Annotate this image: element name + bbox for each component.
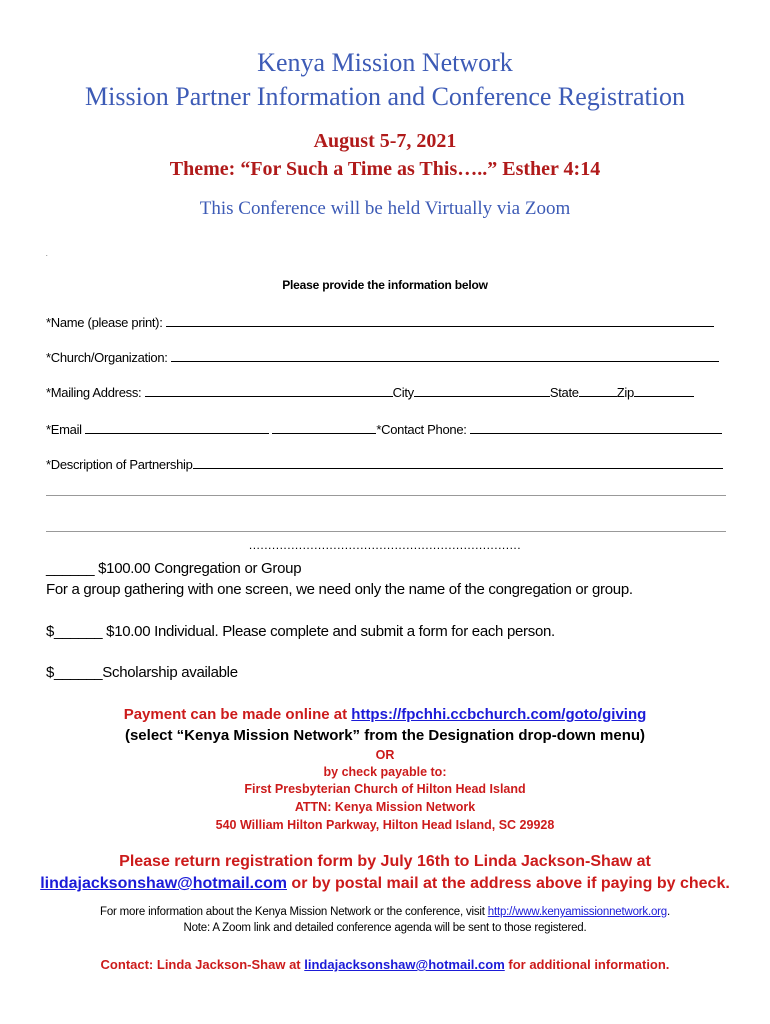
contact-email-link[interactable]: lindajacksonshaw@hotmail.com (304, 957, 505, 972)
group-option-label: $100.00 Congregation or Group (94, 560, 302, 577)
state-label: State (549, 385, 579, 400)
address-field[interactable] (46, 384, 694, 400)
name-input-line[interactable] (166, 314, 714, 327)
more-info-text: For more information about the Kenya Mission Network or the conference, visit (100, 906, 488, 918)
payment-online (0, 706, 770, 723)
scholarship-option[interactable]: $______Scholarship available (46, 664, 238, 681)
zip-label: Zip (616, 385, 634, 400)
group-option[interactable] (46, 560, 301, 577)
zip-input-line[interactable] (634, 384, 694, 397)
or-text: OR (375, 748, 395, 762)
org-title: Kenya Mission Network (257, 48, 513, 77)
phone-label: *Contact Phone: (376, 422, 467, 437)
contact-line (0, 957, 770, 972)
description-label: *Description of Partnership (46, 457, 193, 472)
more-info-line (0, 906, 770, 918)
city-label: City (392, 385, 414, 400)
contact-prefix: Contact: Linda Jackson-Shaw at (100, 957, 305, 972)
form-prompt: Please provide the information below (282, 278, 488, 292)
name-label: *Name (please print): (46, 315, 163, 330)
email-phone-field[interactable] (46, 421, 722, 437)
form-title: Mission Partner Information and Conference Registration (84, 82, 686, 111)
return-line-2 (0, 875, 770, 893)
email-label: *Email (46, 422, 82, 437)
contact-suffix: for additional information. (504, 957, 670, 972)
description-input-line[interactable] (193, 456, 723, 469)
group-note: For a group gathering with one screen, we need only the name of the congregation or group. (46, 581, 633, 598)
name-field[interactable] (46, 314, 714, 330)
state-input-line[interactable] (579, 384, 617, 397)
email-input-line-2[interactable] (272, 421, 376, 434)
virtual-note: This Conference will be held Virtually via Zoom (199, 198, 571, 219)
address-input-line[interactable] (145, 384, 393, 397)
payee-address: 540 William Hilton Parkway, Hilton Head Island, SC 29928 (215, 818, 555, 832)
description-line-3[interactable] (46, 531, 726, 532)
address-label: *Mailing Address: (46, 385, 142, 400)
email-input-line[interactable] (85, 421, 269, 434)
description-field[interactable] (46, 456, 723, 472)
group-blank[interactable]: ______ (46, 560, 95, 577)
more-info-end: . (666, 906, 670, 918)
city-input-line[interactable] (414, 384, 550, 397)
return-line-1: Please return registration form by July 16th to Linda Jackson-Shaw at (119, 853, 651, 870)
church-label: *Church/Organization: (46, 350, 168, 365)
zoom-note: Note: A Zoom link and detailed conference agenda will be sent to those registered. (183, 922, 587, 934)
stray-mark: . (46, 252, 48, 258)
payment-online-text: Payment can be made online at (123, 706, 352, 723)
return-email-link[interactable]: lindajacksonshaw@hotmail.com (40, 875, 287, 892)
check-payable: by check payable to: (323, 765, 447, 779)
dots-separator: ....................................................................... (248, 538, 522, 552)
designation-note: (select “Kenya Mission Network” from the Designation drop-down menu) (124, 727, 646, 744)
payee-attn: ATTN: Kenya Mission Network (294, 800, 476, 814)
individual-option[interactable]: $______ $10.00 Individual. Please complete and submit a form for each person. (46, 623, 555, 640)
conference-theme: Theme: “For Such a Time as This…..” Esther 4:14 (169, 158, 601, 180)
church-field[interactable] (46, 349, 719, 365)
description-line-2[interactable] (46, 495, 726, 496)
church-input-line[interactable] (171, 349, 719, 362)
conference-date: August 5-7, 2021 (313, 130, 457, 152)
return-line-2-text: or by postal mail at the address above if paying by check. (286, 875, 730, 892)
giving-link[interactable]: https://fpchhi.ccbchurch.com/goto/giving (351, 706, 647, 723)
website-link[interactable]: http://www.kenyamissionnetwork.org (487, 906, 667, 918)
payee-name: First Presbyterian Church of Hilton Head Island (244, 782, 526, 796)
phone-input-line[interactable] (470, 421, 722, 434)
